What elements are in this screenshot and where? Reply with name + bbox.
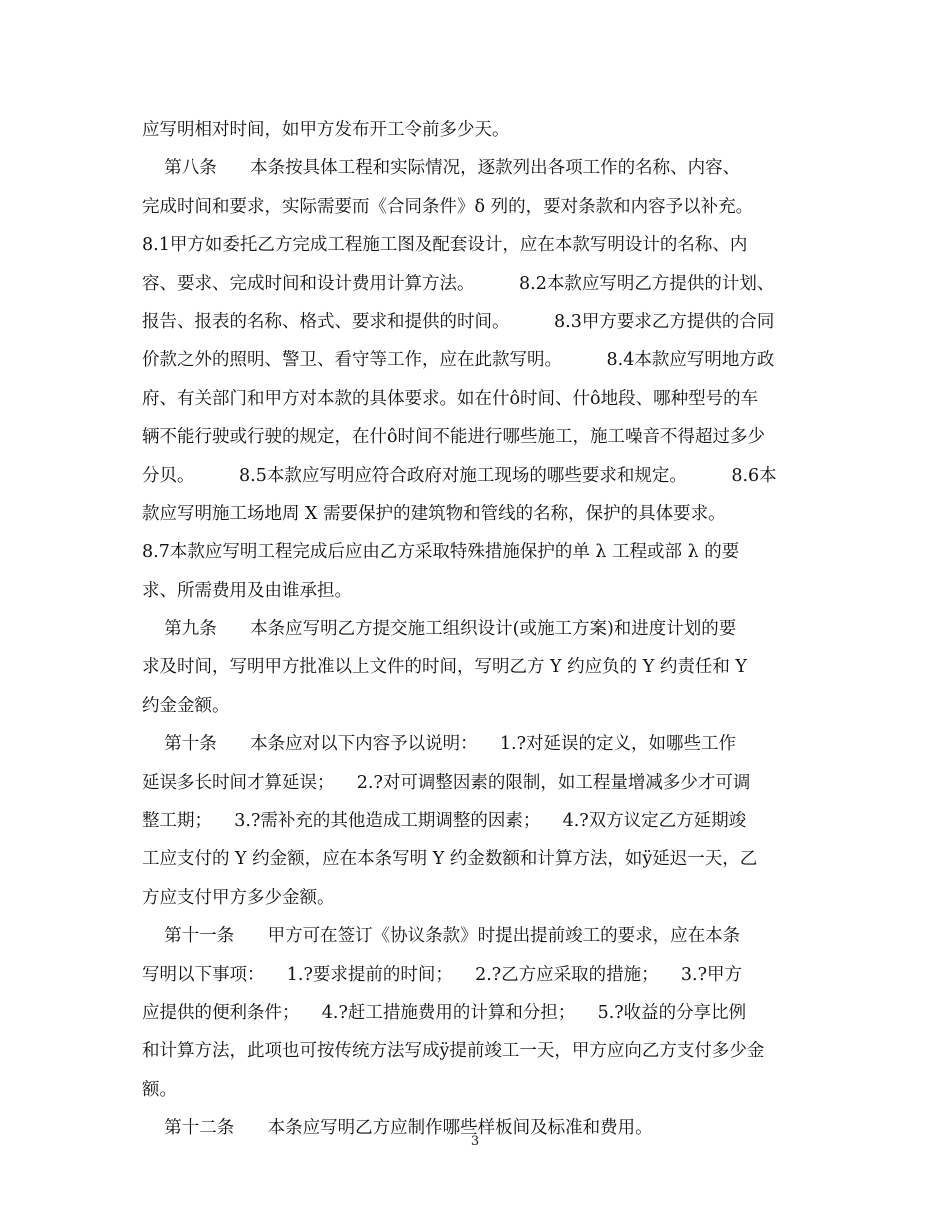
document-body xyxy=(142,111,810,1148)
text-line: 应写明相对时间，如甲方发布开工令前多少天。 xyxy=(142,120,510,140)
text-line: 约金金额。 xyxy=(142,695,230,716)
text-line: 第十条 本条应对以下内容予以说明： 1.?对延误的定义，如哪些工作 xyxy=(142,734,736,755)
text-line: 府、有关部门和甲方对本款的具体要求。如在什ô时间、什ô地段、哪种型号的车 xyxy=(142,388,759,409)
text-line: 分贝。 8.5本款应写明应符合政府对施工现场的哪些要求和规定。 8.6本 xyxy=(142,465,777,486)
text-line: 求、所需费用及由谁承担。 xyxy=(142,580,352,601)
text-line: 容、要求、完成时间和设计费用计算方法。 8.2本款应写明乙方提供的计划、 xyxy=(142,273,775,294)
text-line: 延误多长时间才算延误； 2.?对可调整因素的限制，如工程量增减多少才可调 xyxy=(142,772,751,793)
text-line: 报告、报表的名称、格式、要求和提供的时间。 8.3甲方要求乙方提供的合同 xyxy=(142,311,775,332)
text-line: 求及时间，写明甲方批准以上文件的时间，写明乙方 Υ 约应负的 Υ 约责任和 Υ xyxy=(142,657,747,678)
text-line: 写明以下事项： 1.?要求提前的时间； 2.?乙方应采取的措施； 3.?甲方 xyxy=(142,964,742,985)
text-line: 第九条 本条应写明乙方提交施工组织设计(或施工方案)和进度计划的要 xyxy=(142,619,737,640)
text-line: 8.7本款应写明工程完成后应由乙方采取特殊措施保护的单 λ 工程或部 λ 的要 xyxy=(142,542,740,563)
text-line: 价款之外的照明、警卫、看守等工作，应在此款写明。 8.4本款应写明地方政 xyxy=(142,350,775,371)
text-line: 工应支付的 Υ 约金额，应在本条写明 Υ 约金数额和计算方法，如ÿ延迟一天，乙 xyxy=(142,849,758,870)
text-line: 整工期； 3.?需补充的其他造成工期调整的因素； 4.?双方议定乙方延期竣 xyxy=(142,811,747,832)
text-line: 第十一条 甲方可在签订《协议条款》时提出提前竣工的要求，应在本条 xyxy=(142,926,741,947)
text-line: 款应写明施工场地周 X 需要保护的建筑物和管线的名称，保护的具体要求。 xyxy=(142,503,726,524)
text-line: 和计算方法，此项也可按传统方法写成ÿ提前竣工一天，甲方应向乙方支付多少金 xyxy=(142,1041,765,1062)
text-line: 完成时间和要求，实际需要而《合同条件》δ 列的，要对条款和内容予以补充。 xyxy=(142,196,754,217)
page-number: 3 xyxy=(470,1134,480,1149)
text-line: 8.1甲方如委托乙方完成工程施工图及配套设计，应在本款写明设计的名称、内 xyxy=(142,235,748,256)
text-line: 辆不能行驶或行驶的规定，在什ô时间不能进行哪些施工，施工噪音不得超过多少 xyxy=(142,427,766,448)
text-line: 额。 xyxy=(142,1079,177,1100)
text-line: 第十二条 本条应写明乙方应制作哪些样板间及标准和费用。 xyxy=(142,1118,653,1139)
text-line: 应提供的便利条件； 4.?赶工措施费用的计算和分担； 5.?收益的分享比例 xyxy=(142,1002,747,1023)
text-line: 方应支付甲方多少金额。 xyxy=(142,887,335,908)
text-line: 第八条 本条按具体工程和实际情况，逐款列出各项工作的名称、内容、 xyxy=(142,158,741,179)
